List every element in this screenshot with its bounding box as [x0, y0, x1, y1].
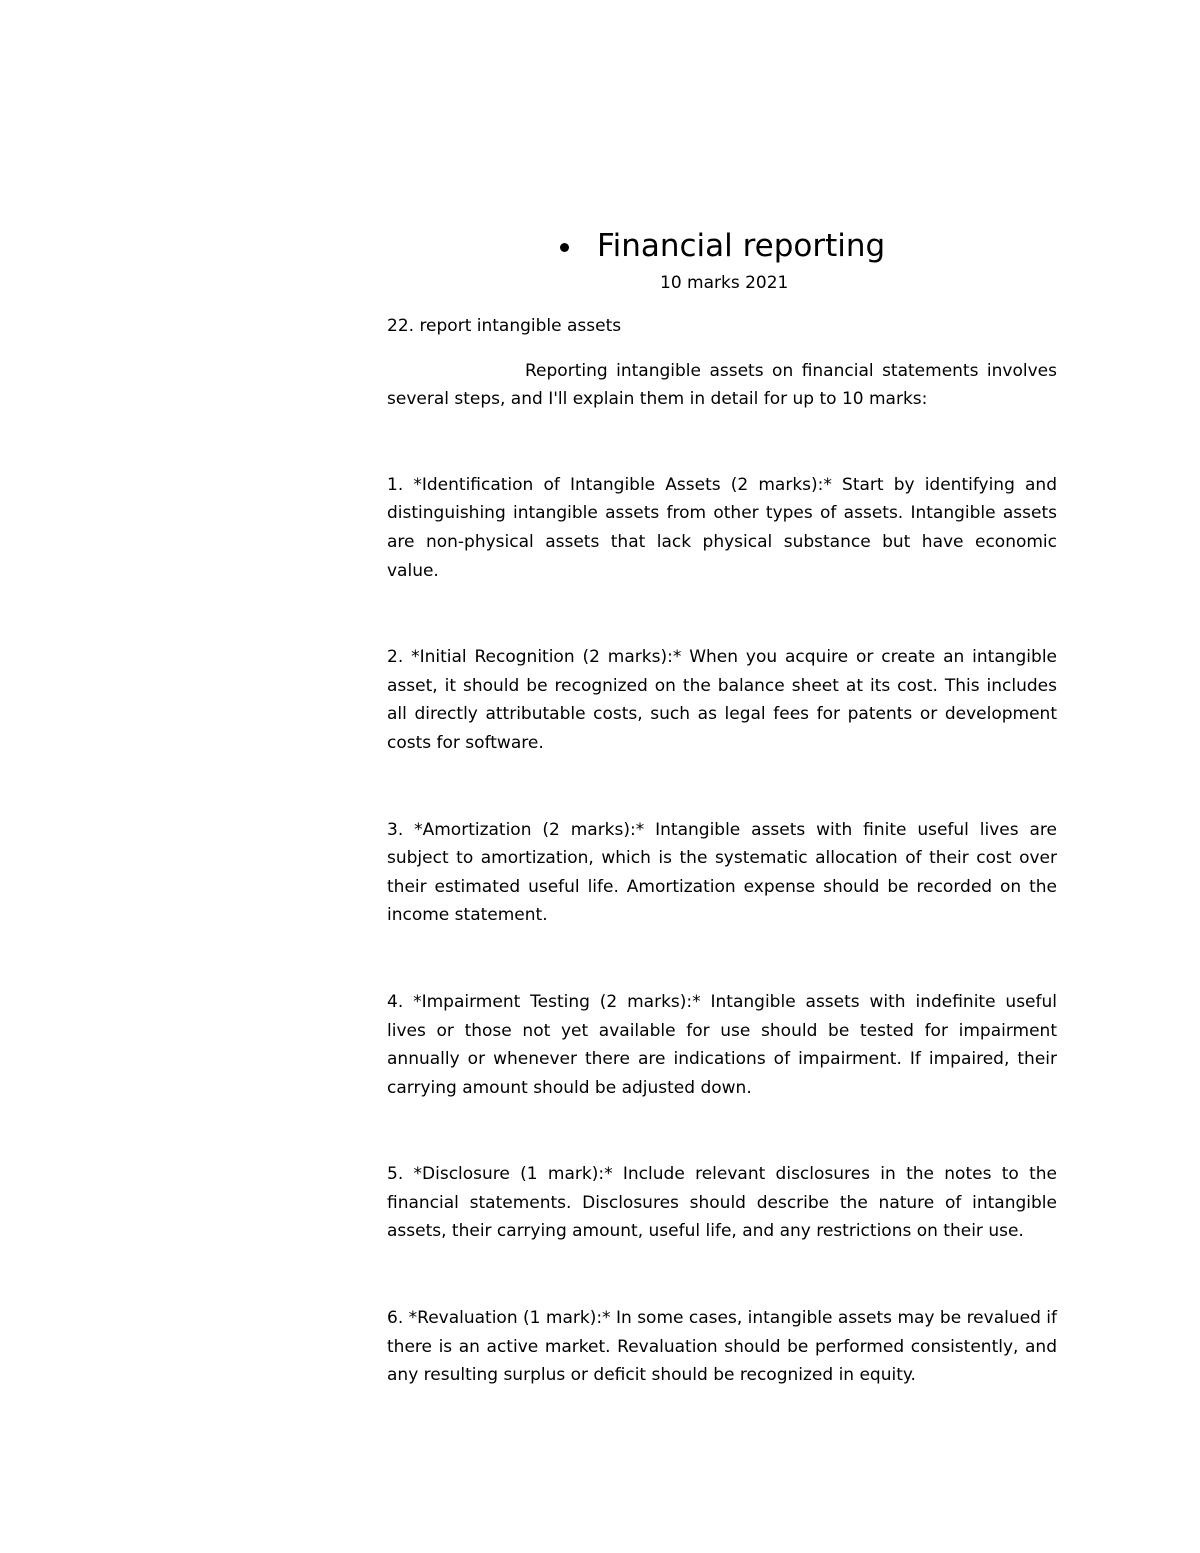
point-paragraph: 6. *Revaluation (1 mark):* In some cases, intangible assets may be revalued if there is an active market. Revaluation should be performed consistently, and any resulting surplus or deficit should be recognized in equity.	[387, 1308, 1057, 1386]
point-paragraph: 3. *Amortization (2 marks):* Intangible assets with finite useful lives are subject to amortization, which is the systematic allocation of their cost over their estimated useful life. Amortization expense should be recorded on the income statement.	[387, 819, 1057, 926]
bullet-icon	[560, 243, 569, 252]
point-paragraph: 1. *Identification of Intangible Assets (2 marks):* Start by identifying and distinguishing intangible assets from other types of assets. Intangible assets are non-physical assets that lack physical substance but have economic value.	[387, 474, 1057, 581]
page-subtitle: 10 marks 2021	[660, 273, 789, 293]
document-body	[387, 312, 1057, 1390]
point-paragraph: 5. *Disclosure (1 mark):* Include relevant disclosures in the notes to the financial statements. Disclosures should describe the nature of intangible assets, their carrying amount, useful life, and any restrictions on their use.	[387, 1164, 1057, 1242]
title-row	[560, 226, 885, 266]
page-title: Financial reporting	[597, 228, 886, 264]
point-paragraph: 2. *Initial Recognition (2 marks):* When you acquire or create an intangible asset, it should be recognized on the balance sheet at its cost. This includes all directly attributable costs, such as legal fees for patents or development costs for software.	[387, 647, 1057, 753]
question-heading: 22. report intangible assets	[387, 316, 622, 336]
point-paragraph: 4. *Impairment Testing (2 marks):* Intangible assets with indefinite useful lives or those not yet available for use should be tested for impairment annually or whenever there are indications of impairment. If impaired, their carrying amount should be adjusted down.	[387, 991, 1057, 1098]
intro-paragraph: Reporting intangible assets on financial statements involves several steps, and I'll explain them in detail for up to 10 marks:	[387, 360, 1057, 410]
